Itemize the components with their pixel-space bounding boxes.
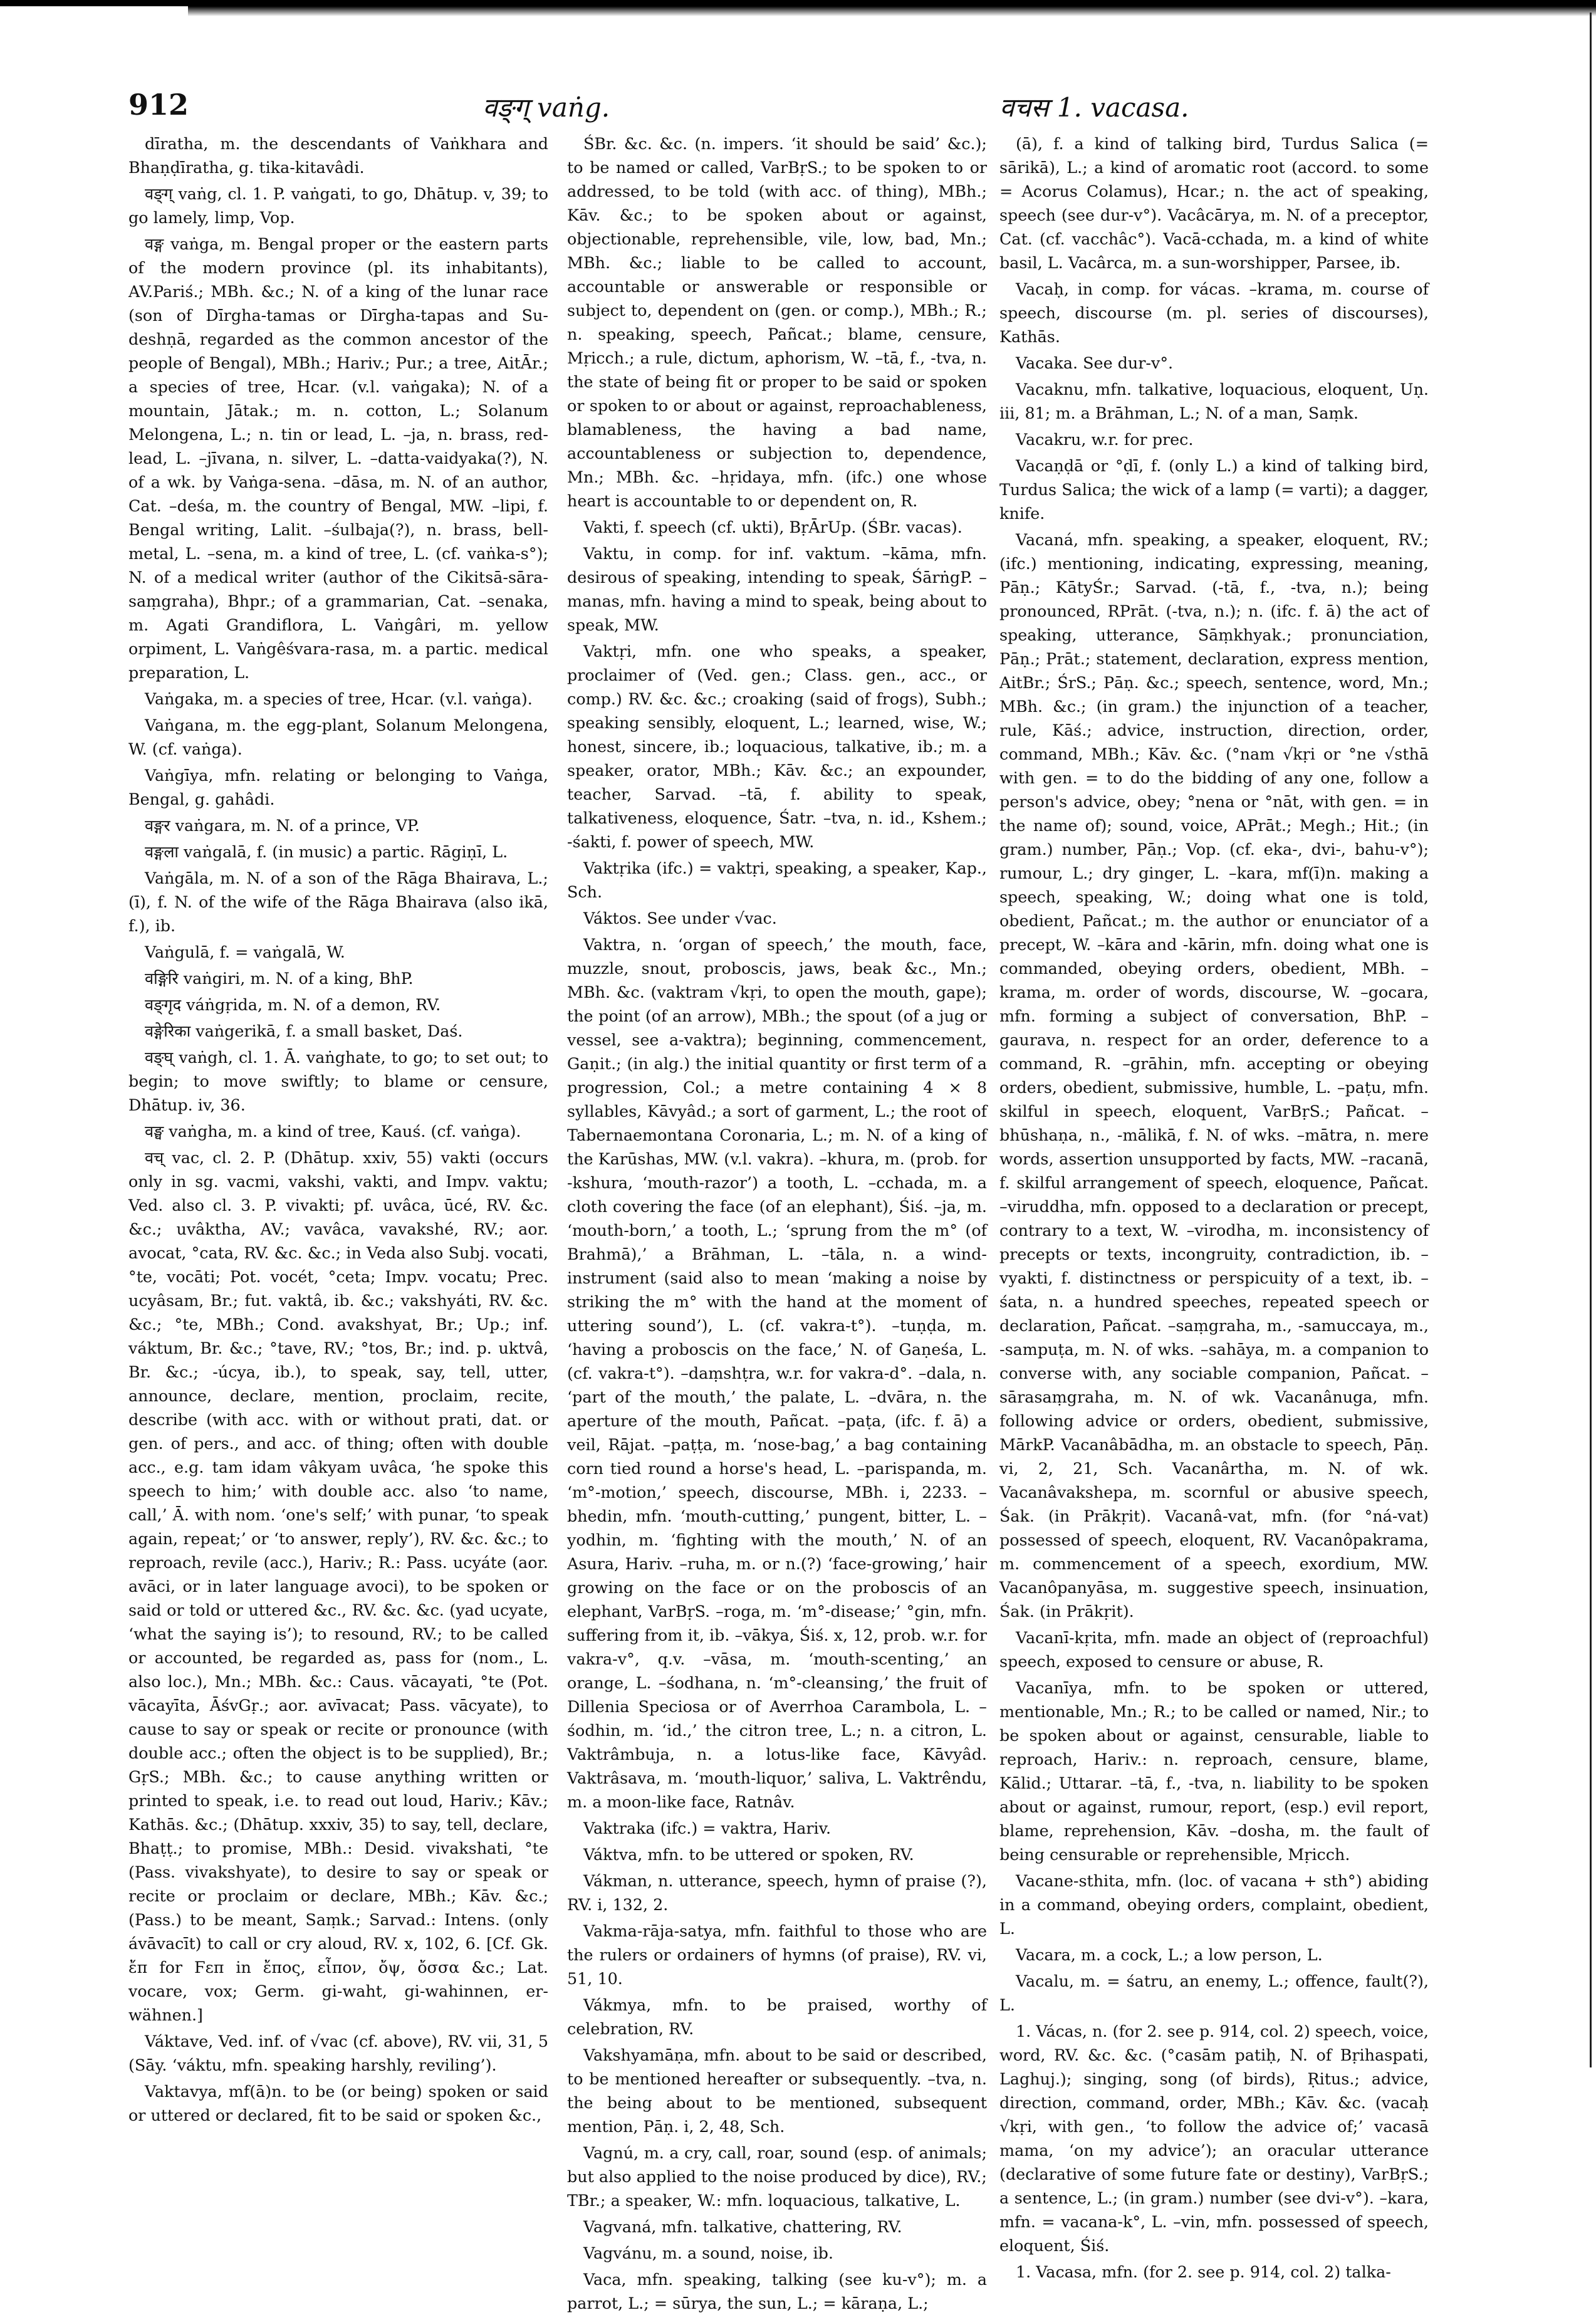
dictionary-entry: Váktave, Ved. inf. of √vac (cf. above), RV. vii, 31, 5 (Sāy. ‘váktu, mfn. speaking harshly, reviling’). <box>128 2032 548 2074</box>
dictionary-entry: वङ्गृद váṅgṛida, m. N. of a demon, RV. <box>145 995 441 1014</box>
dictionary-entry: Vaṅgulā, f. = vaṅgalā, W. <box>145 943 345 961</box>
dictionary-entry: Vakshyamāṇa, mfn. about to be said or described, to be mentioned hereafter or subsequently. –tva, n. the being about to be mentioned, subsequent mention, Pāṇ. i, 2, 48, Sch. <box>567 2046 987 2136</box>
dictionary-entry: वङ्घ vaṅgha, m. a kind of tree, Kauś. (cf. vaṅga). <box>145 1122 521 1141</box>
dictionary-entry: वङ्ग् vaṅg, cl. 1. P. vaṅgati, to go, Dhātup. v, 39; to go lamely, limp, Vop. <box>128 184 548 227</box>
dictionary-entry: Vacane-sthita, mfn. (loc. of vacana + sth°) abiding in a command, obeying orders, complaint, obedient, L. <box>999 1871 1429 1938</box>
dictionary-entry: 1. Vácas, n. (for 2. see p. 914, col. 2) speech, voice, word, RV. &c. &c. (°casām patiḥ, N. of Bṛihaspati, Laghuj.); singing, song (of birds), Ṛitus.; advice, direction, command, order, MBh.; Kāv. &c. (vacaḥ √kṛi, with gen., ‘to follow the advice of;’ vacasā mama, ‘on my advice’); an oracular utterance (declarative of some future fate or destiny), VarBṛS.; a sentence, L.; (in gram.) number (see dvi-v°). –kara, mfn. = vacana-k°, L. –vin, mfn. possessed of speech, eloquent, Śiś. <box>999 2022 1429 2255</box>
dictionary-entry: Vacaná, mfn. speaking, a speaker, eloquent, RV.; (ifc.) mentioning, indicating, expressing, meaning, Pāṇ.; KātyŚr.; Sarvad. (-tā, f., -tva, n.); being pronounced, RPrāt. (-tva, n.); n. (ifc. f. ā) the act of speaking, utterance, Sāṃkhyak.; pronunciation, Pāṇ.; Prāt.; statement, declaration, express mention, AitBr.; ŚrS.; Pāṇ. &c.; speech, sentence, word, Mn.; MBh. &c.; (in gram.) the injunction of a teacher, rule, Kāś.; advice, instruction, direction, order, command, MBh.; Kāv. &c. (°nam √kṛi or °ne √sthā with gen. = to do the bidding of any one, follow a person's advice, obey; °nena or °nāt, with gen. = in the name of); sound, voice, APrāt.; Megh.; Hit.; (in gram.) number, Pāṇ.; Vop. (cf. eka-, dvi-, bahu-v°); rumour, L.; dry ginger, L. –kara, mf(ī)n. making a speech, speaking, W.; doing what one is told, obedient, Pañcat.; m. the author or enunciator of a precept, W. –kāra and -kārin, mfn. doing what one is commanded, obeying orders, obedient, MBh. –krama, m. order of words, discourse, W. –gocara, mfn. forming a subject of conversation, BhP. –gaurava, n. respect for an order, deference to a command, R. –grāhin, mfn. accepting or obeying orders, obedient, submissive, humble, L. –paṭu, mfn. skilful in speech, eloquent, VarBṛS.; Pañcat. –bhūshaṇa, n., -mālikā, f. N. of wks. –mātra, n. mere words, assertion unsupported by facts, MW. –racanā, f. skilful arrangement of speech, eloquence, Pañcat. –viruddha, mfn. opposed to a declaration or precept, contrary to a text, W. –virodha, m. inconsistency of precepts or texts, incongruity, contradiction, ib. –vyakti, f. distinctness or perspicuity of a text, ib. –śata, n. a hundred speeches, repeated speech or declaration, Pañcat. –saṃgraha, m., -samuccaya, m., -sampuṭa, m. N. of wks. –sahāya, m. a companion to converse with, any sociable companion, Pañcat. –sārasaṃgraha, m. N. of wk. Vacanânuga, mfn. following advice or orders, obedient, submissive, MārkP. Vacanâbādha, m. an obstacle to speech, Pāṇ. vi, 2, 21, Sch. Vacanârtha, m. N. of wk. Vacanâvakshepa, m. scornful or abusive speech, Śak. (in Prākṛit). Vacanâ-vat, mfn. (for °ná-vat) possessed of speech, eloquent, RV. Vacanôpakrama, m. commencement of a speech, exordium, MW. Vacanôpanyāsa, m. suggestive speech, insinuation, Śak. (in Prākṛit). <box>999 530 1429 1621</box>
dictionary-entry: Vacaṇḍā or °ḍī, f. (only L.) a kind of talking bird, Turdus Salica; the wick of a lamp (= varti); a dagger, knife. <box>999 456 1429 523</box>
dictionary-entry: Vaṅgīya, mfn. relating or belonging to Vaṅga, Bengal, g. gahâdi. <box>128 766 548 808</box>
scan-top-border <box>0 0 1596 6</box>
dictionary-entry: वङ्गेरिका vaṅgerikā, f. a small basket, Daś. <box>145 1022 463 1040</box>
dictionary-entry: वच् vac, cl. 2. P. (Dhātup. xxiv, 55) vakti (occurs only in sg. vacmi, vakshi, vakti, and Impv. vaktu; Ved. also cl. 3. P. vivakti; pf. uvâca, ūcé, RV. &c. &c.; uvâktha, AV.; vavâca, vavakshé, RV.; aor. avocat, °cata, RV. &c. &c.; in Veda also Subj. vocati, °te, vocāti; Pot. vocét, °ceta; Impv. vocatu; Prec. ucyâsam, Br.; fut. vaktâ, ib. &c.; vakshyáti, RV. &c. &c.; °te, MBh.; Cond. avakshyat, Br.; Up.; inf. váktum, Br. &c.; °tave, RV.; °tos, Br.; ind. p. uktvâ, Br. &c.; -úcya, ib.), to speak, say, tell, utter, announce, declare, mention, proclaim, recite, describe (with acc. with or without prati, dat. or gen. of pers., and acc. of thing; often with double acc., e.g. tam idam vâkyam uvâca, ‘he spoke this speech to him;’ with double acc. also ‘to name, call,’ Ā. with nom. ‘one's self;’ with punar, ‘to speak again, repeat;’ or ‘to answer, reply’), RV. &c. &c.; to reproach, revile (acc.), Hariv.; R.: Pass. ucyáte (aor. avāci, or in later language avoci), to be spoken or said or told or uttered &c., RV. &c. &c. (yad ucyate, ‘what the saying is’); to resound, RV.; to be called or accounted, be regarded as, pass for (nom., L. also loc.), Mn.; MBh. &c.: Caus. vācayati, °te (Pot. vācayīta, ĀśvGṛ.; aor. avīvacat; Pass. vācyate), to cause to say or speak or recite or pronounce (with double acc.; often the object is to be supplied), Br.; GṛS.; MBh. &c.; to cause anything written or printed to speak, i.e. to read out loud, Hariv.; Kāv.; Kathās. &c.; (Dhātup. xxxiv, 35) to say, tell, declare, Bhaṭṭ.; to promise, MBh.: Desid. vivakshati, °te (Pass. vivakshyate), to desire to say or speak or recite or proclaim or declare, MBh.; Kāv. &c.; (Pass.) to be meant, Saṃk.; Sarvad.: Intens. (only ávāvacīt) to call or cry aloud, RV. x, 102, 6. [Cf. Gk. ἔπ for Ϝεπ in ἔπος, εἶπον, ὄψ, ὄσσα &c.; Lat. vocare, vox; Germ. gi-waht, gi-wahinnen, er-wähnen.] <box>128 1148 548 2024</box>
dictionary-entry: Vacakru, w.r. for prec. <box>1016 430 1194 449</box>
dictionary-entry: वङ्घ् vaṅgh, cl. 1. Ā. vaṅghate, to go; to set out; to begin; to move swiftly; to blame or censure, Dhātup. iv, 36. <box>128 1048 548 1114</box>
dictionary-entry: वङ्गला vaṅgalā, f. (in music) a partic. Rāgiṇī, L. <box>145 842 508 861</box>
dictionary-entry: Vaṅgana, m. the egg-plant, Solanum Melongena, W. (cf. vaṅga). <box>128 716 548 758</box>
dictionary-entry: Vákmya, mfn. to be praised, worthy of celebration, RV. <box>567 1995 987 2038</box>
dictionary-entry: वङ्गर vaṅgara, m. N. of a prince, VP. <box>145 816 420 835</box>
dictionary-entry: Vaca, mfn. speaking, talking (see ku-v°); m. a parrot, L.; = sūrya, the sun, L.; = kāraṇa, L.; <box>567 2270 987 2312</box>
dictionary-entry: Váktos. See under √vac. <box>583 909 777 928</box>
dictionary-entry: Vaktu, in comp. for inf. vaktum. –kāma, mfn. desirous of speaking, intending to speak, ŚārṅgP. –manas, mfn. having a mind to speak, being about to speak, MW. <box>567 544 987 634</box>
dictionary-entry: Vagvánu, m. a sound, noise, ib. <box>583 2244 833 2262</box>
dictionary-entry: Vakma-rāja-satya, mfn. faithful to those who are the rulers or ordainers of hymns (of praise), RV. vi, 51, 10. <box>567 1921 987 1988</box>
right-running-head: वचस 1. vacasa. <box>999 92 1189 123</box>
dictionary-entry: dīratha, m. the descendants of Vaṅkhara and Bhaṇḍīratha, g. tika-kitavâdi. <box>128 134 548 177</box>
column-1 <box>128 132 548 2124</box>
left-running-head: वङ्ग् vaṅg. <box>482 92 610 123</box>
dictionary-entry: Vacara, m. a cock, L.; a low person, L. <box>1016 1945 1323 1964</box>
dictionary-entry: Vacanī-kṛita, mfn. made an object of (reproachful) speech, exposed to censure or abuse, R. <box>999 1628 1429 1671</box>
dictionary-entry: Vaktavya, mf(ā)n. to be (or being) spoken or said or uttered or declared, fit to be said or spoken &c., <box>128 2082 548 2124</box>
dictionary-entry: Vaktra, n. ‘organ of speech,’ the mouth, face, muzzle, snout, proboscis, jaws, beak &c., Mn.; MBh. &c. (vaktram √kṛi, to open the mouth, gape); the point (of an arrow), MBh.; the spout (of a jug or vessel, see a-vaktra); beginning, commencement, Gaṇit.; (in alg.) the initial quantity or first term of a progression, Col.; a metre containing 4 × 8 syllables, Kāvyâd.; a sort of garment, L.; the root of Tabernaemontana Coronaria, L.; m. N. of a king of the Karūshas, MW. (v.l. vakra). –khura, m. (prob. for -kshura, ‘mouth-razor’) a tooth, L. –cchada, m. a cloth covering the face (of an elephant), Śiś. –ja, m. ‘mouth-born,’ a tooth, L.; ‘sprung from the m° (of Brahmā),’ a Brāhman, L. –tāla, n. a wind-instrument (said also to mean ‘making a noise by striking the m° with the hand at the moment of uttering sound’), L. (cf. vakra-t°). –tuṇḍa, m. ‘having a proboscis on the face,’ N. of Gaṇeśa, L. (cf. vakra-t°). –daṃshṭra, w.r. for vakra-d°. –dala, n. ‘part of the mouth,’ the palate, L. –dvāra, n. the aperture of the mouth, Pañcat. –paṭa, (ifc. f. ā) a veil, Rājat. –paṭṭa, m. ‘nose-bag,’ a bag containing corn tied round a horse's head, L. –parispanda, m. ‘m°-motion,’ speech, discourse, MBh. i, 2233. –bhedin, mfn. ‘mouth-cutting,’ pungent, bitter, L. –yodhin, m. ‘fighting with the mouth,’ N. of an Asura, Hariv. –ruha, m. or n.(?) ‘face-growing,’ hair growing on the face or on the proboscis of an elephant, VarBṛS. –roga, m. ‘m°-disease;’ °gin, mfn. suffering from it, ib. –vākya, Śiś. x, 12, prob. w.r. for vakra-v°, q.v. –vāsa, m. ‘mouth-scenting,’ an orange, L. –śodhana, n. ‘m°-cleansing,’ the fruit of Dillenia Speciosa or of Averrhoa Carambola, L. –śodhin, m. ‘id.,’ the citron tree, L.; n. a citron, L. Vaktrâmbuja, n. a lotus-like face, Kāvyâd. Vaktrâsava, m. ‘mouth-liquor,’ saliva, L. Vaktrêndu, m. a moon-like face, Ratnâv. <box>567 935 987 1811</box>
dictionary-entry: Vacaknu, mfn. talkative, loquacious, eloquent, Uṇ. iii, 81; m. a Brāhman, L.; N. of a man, Saṃk. <box>999 380 1429 422</box>
dictionary-entry: Vaktṛika (ifc.) = vaktṛi, speaking, a speaker, Kap., Sch. <box>567 859 987 901</box>
dictionary-entry: 1. Vacasa, mfn. (for 2. see p. 914, col. 2) talka- <box>1016 2262 1391 2281</box>
dictionary-entry: वङ्गिरि vaṅgiri, m. N. of a king, BhP. <box>145 969 414 988</box>
dictionary-entry: Vákman, n. utterance, speech, hymn of praise (?), RV. i, 132, 2. <box>567 1871 987 1914</box>
dictionary-entry: Vaktṛi, mfn. one who speaks, a speaker, proclaimer of (Ved. gen.; Class. gen., acc., or comp.) RV. &c. &c.; croaking (said of frogs), Subh.; speaking sensibly, eloquent, L.; learned, wise, W.; honest, sincere, ib.; loquacious, talkative, ib.; m. a speaker, orator, MBh.; Kāv. &c.; an expounder, teacher, Sarvad. –tā, f. ability to speak, talkativeness, eloquence, Śatr. –tva, n. id., Kshem.; -śakti, f. power of speech, MW. <box>567 642 987 851</box>
column-2 <box>567 132 987 2312</box>
dictionary-entry: Vaṅgāla, m. N. of a son of the Rāga Bhairava, L.; (ī), f. N. of the wife of the Rāga Bhairava (also ikā, f.), ib. <box>128 869 548 935</box>
dictionary-entry: वङ्ग vaṅga, m. Bengal proper or the eastern parts of the modern province (pl. its inhabitants), AV.Pariś.; MBh. &c.; N. of a king of the lunar race (son of Dīrgha-tamas or Dīrgha-tapas and Su-deshṇā, regarded as the common ancestor of the people of Bengal), MBh.; Hariv.; Pur.; a tree, AitĀr.; a species of tree, Hcar. (v.l. vaṅgaka); N. of a mountain, Jātak.; m. n. cotton, L.; Solanum Melongena, L.; n. tin or lead, L. –ja, n. brass, red-lead, L. –jīvana, n. silver, L. –datta-vaidyaka(?), N. of a wk. by Vaṅga-sena. –dāsa, m. N. of an author, Cat. –deśa, m. the country of Bengal, MW. –lipi, f. Bengal writing, Lalit. –śulbaja(?), n. brass, bell-metal, L. –sena, m. a kind of tree, L. (cf. vaṅka-s°); N. of a medical writer (author of the Cikitsā-sāra-saṃgraha), Bhpr.; of a grammarian, Cat. –senaka, m. Agati Grandiflora, L. Vaṅgâri, m. yellow orpiment, L. Vaṅgêśvara-rasa, m. a partic. medical preparation, L. <box>128 234 548 682</box>
dictionary-entry: Váktva, mfn. to be uttered or spoken, RV. <box>583 1845 914 1864</box>
dictionary-entry: Vaktraka (ifc.) = vaktra, Hariv. <box>583 1819 832 1837</box>
scan-shadow <box>188 6 1596 16</box>
dictionary-entry: Vacalu, m. = śatru, an enemy, L.; offence, fault(?), L. <box>999 1972 1429 2014</box>
dictionary-entry: Vagnú, m. a cry, call, roar, sound (esp. of animals; but also applied to the noise produced by dice), RV.; TBr.; a speaker, W.: mfn. loquacious, talkative, L. <box>567 2143 987 2210</box>
column-3 <box>999 132 1429 2281</box>
dictionary-entry: Vacaka. See dur-v°. <box>1016 353 1174 372</box>
dictionary-entry: Vaṅgaka, m. a species of tree, Hcar. (v.l. vaṅga). <box>145 689 533 708</box>
dictionary-entry: Vacanīya, mfn. to be spoken or uttered, mentionable, Mn.; R.; to be called or named, Nir.; to be spoken about or against, censurable, liable to reproach, Hariv.: n. reproach, censure, blame, Kālid.; Uttarar. –tā, f., -tva, n. liability to be spoken about or against, rumour, report, (esp.) evil report, blame, reprehension, Kāv. –dosha, m. the fault of being censurable or reprehensible, Mṛicch. <box>999 1678 1429 1864</box>
page-number: 912 <box>128 88 189 122</box>
dictionary-entry: Vacaḥ, in comp. for vácas. –krama, m. course of speech, discourse (m. pl. series of discourses), Kathās. <box>999 280 1429 346</box>
dictionary-entry: ŚBr. &c. &c. (n. impers. ‘it should be said’ &c.); to be named or called, VarBṛS.; to be spoken to or addressed, to be told (with acc. of thing), MBh.; Kāv. &c.; to be spoken about or against, objectionable, reprehensible, vile, low, bad, Mn.; MBh. &c.; liable to be called to account, accountable or answerable or responsible or subject to, dependent on (gen. or comp.), MBh.; R.; n. speaking, speech, Pañcat.; blame, censure, Mṛicch.; a rule, dictum, aphorism, W. –tā, f., -tva, n. the state of being fit or proper to be said or spoken or spoken to or about or against, reproachableness, blamableness, the having a bad name, accountableness or subjection to, dependence, Mn.; MBh. &c. –hṛidaya, mfn. (ifc.) one whose heart is accountable to or dependent on, R. <box>567 134 987 510</box>
page-edge <box>1590 13 1592 2067</box>
dictionary-entry: (ā), f. a kind of talking bird, Turdus Salica (= sārikā), L.; a kind of aromatic root (accord. to some = Acorus Colamus), Hcar.; n. the act of speaking, speech (see dur-v°). Vacâcārya, m. N. of a preceptor, Cat. (cf. vacchâc°). Vacā-cchada, m. a kind of white basil, L. Vacârca, m. a sun-worshipper, Parsee, ib. <box>999 134 1429 272</box>
dictionary-entry: Vakti, f. speech (cf. ukti), BṛĀrUp. (ŚBr. vacas). <box>583 518 962 536</box>
dictionary-entry: Vagvaná, mfn. talkative, chattering, RV. <box>583 2217 902 2236</box>
